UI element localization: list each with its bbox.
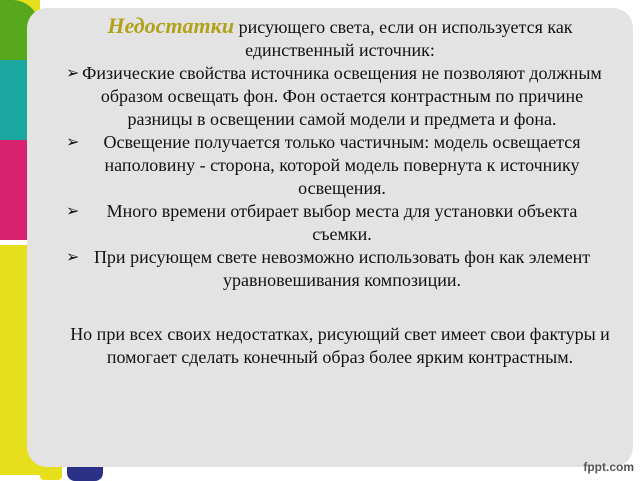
arrow-bullet-icon: ➢	[66, 203, 80, 220]
arrow-bullet-icon: ➢	[66, 249, 80, 266]
list-item	[60, 62, 620, 131]
list-item-text: Много времени отбирает выбор места для установки объекта съемки.	[106, 201, 578, 244]
closing-paragraph: Но при всех своих недостатках, рисующий свет имеет свои фактуры и помогает сделать конечный образ более ярким контрастным.	[70, 324, 610, 367]
watermark: fppt.com	[583, 460, 634, 474]
slide-heading	[60, 14, 620, 62]
list-item	[60, 200, 620, 246]
heading-rest: рисующего света, если он используется как единственный источник:	[234, 17, 573, 60]
list-item	[60, 246, 620, 292]
arrow-bullet-icon: ➢	[66, 65, 80, 82]
list-item-text: При рисующем свете невозможно использовать фон как элемент уравновешивания композиции.	[93, 247, 591, 290]
arrow-bullet-icon: ➢	[66, 134, 80, 151]
slide-content	[60, 14, 620, 387]
list-item-text: Освещение получается только частичным: модель освещается наполовину - сторона, которой модель повернута к источнику освещения.	[103, 132, 581, 198]
list-item	[60, 131, 620, 200]
heading-highlight: Недостатки	[107, 13, 235, 38]
list-item-text: Физические свойства источника освещения не позволяют должным образом освещать фон. Фон остается контрастным по причине разницы в освещении самой модели и предмета и фона.	[82, 63, 602, 129]
drawbacks-list	[60, 62, 620, 292]
